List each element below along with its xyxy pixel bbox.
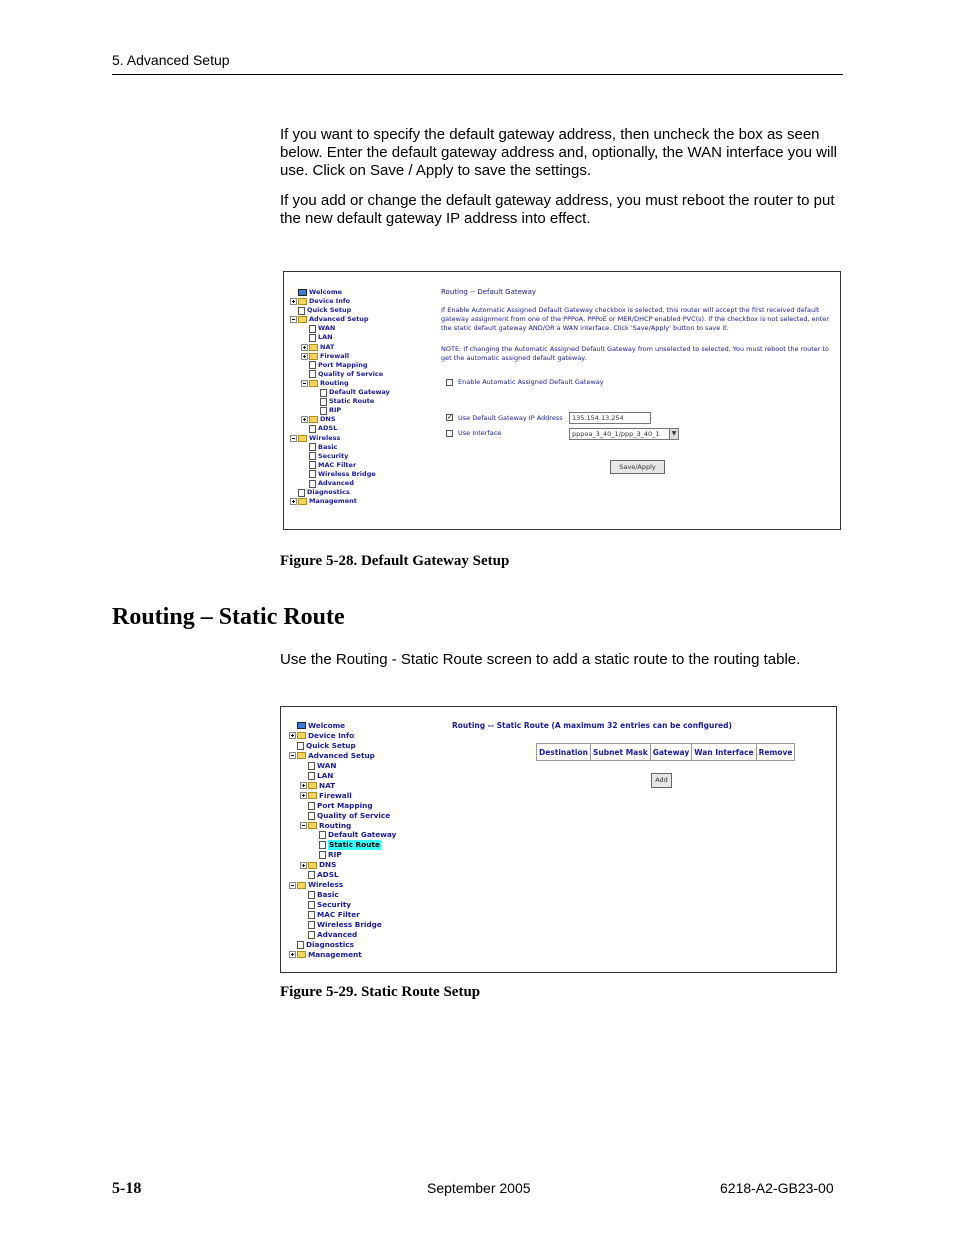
nav-tree-label: Security (318, 451, 349, 460)
nav-tree-label: Diagnostics (307, 488, 350, 497)
page-icon (309, 334, 316, 342)
nav-tree-item[interactable] (289, 741, 396, 751)
tree-spacer (312, 407, 319, 414)
nav-tree-item[interactable] (289, 821, 396, 831)
nav-tree-label: Diagnostics (306, 939, 354, 949)
nav-tree-item[interactable] (290, 461, 390, 470)
nav-tree-label: ADSL (318, 424, 338, 433)
nav-tree-item[interactable] (290, 415, 390, 424)
interface-select[interactable] (569, 428, 679, 440)
nav-tree-label: WAN (318, 324, 336, 333)
tree-spacer (311, 852, 318, 859)
folder-icon (298, 435, 307, 442)
column-header-subnet-mask: Subnet Mask (590, 744, 650, 761)
nav-tree-item[interactable] (290, 288, 390, 297)
nav-tree-item[interactable] (290, 297, 390, 306)
expand-icon[interactable] (300, 862, 307, 869)
folder-icon (309, 353, 318, 360)
tree-spacer (300, 902, 307, 909)
nav-tree-label: Default Gateway (329, 388, 390, 397)
nav-tree-label: Quick Setup (307, 306, 352, 315)
nav-tree-label: MAC Filter (318, 460, 357, 469)
tree-spacer (300, 872, 307, 879)
table-header-row (537, 744, 795, 761)
tree-spacer (301, 335, 308, 342)
nav-tree-item[interactable] (290, 343, 390, 352)
nav-tree-item[interactable] (290, 443, 390, 452)
tree-spacer (301, 325, 308, 332)
use-interface-label: Use Interface (458, 429, 502, 437)
page-icon (320, 389, 327, 397)
nav-tree-item[interactable] (289, 900, 396, 910)
page-icon (319, 831, 326, 839)
page-icon (298, 307, 305, 315)
tree-spacer (312, 398, 319, 405)
default-gateway-screenshot (283, 271, 841, 530)
nav-tree-label: Default Gateway (328, 830, 397, 840)
page-icon (308, 891, 315, 899)
nav-tree-item[interactable] (289, 830, 396, 840)
folder-icon (298, 316, 307, 323)
nav-tree-label: Quality of Service (318, 369, 384, 378)
tree-spacer (289, 742, 296, 749)
nav-tree-item[interactable] (289, 761, 396, 771)
collapse-icon[interactable] (289, 882, 296, 889)
nav-tree-label: Device Info (309, 297, 351, 306)
nav-tree-label: MAC Filter (317, 910, 360, 920)
tree-spacer (311, 832, 318, 839)
collapse-icon[interactable] (301, 380, 308, 387)
nav-tree-label: Welcome (309, 288, 343, 296)
page-icon (319, 841, 326, 849)
nav-tree-item[interactable] (290, 397, 390, 406)
nav-tree-item[interactable] (289, 910, 396, 920)
folder-icon (297, 732, 306, 739)
tree-spacer (300, 931, 307, 938)
folder-icon (298, 498, 307, 505)
static-route-screenshot (280, 706, 837, 973)
nav-tree-label: ADSL (317, 870, 339, 880)
tree-spacer (290, 307, 297, 314)
static-route-table (536, 743, 795, 761)
tree-spacer (290, 489, 297, 496)
nav-tree-item[interactable] (289, 870, 396, 880)
tree-spacer (311, 842, 318, 849)
nav-tree-label: Firewall (319, 790, 352, 800)
nav-tree-label: LAN (318, 333, 333, 342)
nav-tree-item[interactable] (289, 811, 396, 821)
nav-tree-label: Advanced (318, 478, 354, 487)
tree-spacer (301, 471, 308, 478)
nav-tree-item[interactable] (290, 306, 390, 315)
page-icon (309, 370, 316, 378)
nav-tree-label: Welcome (308, 721, 346, 730)
expand-icon[interactable] (290, 298, 297, 305)
nav-tree-item[interactable] (290, 361, 390, 370)
nav-tree-label: Routing (319, 820, 352, 830)
folder-icon (297, 882, 306, 889)
page-icon (297, 742, 304, 750)
column-header-destination: Destination (537, 744, 591, 761)
nav-tree-label: Firewall (320, 351, 350, 360)
expand-icon[interactable] (290, 498, 297, 505)
folder-icon (308, 822, 317, 829)
nav-tree-item[interactable] (289, 771, 396, 781)
tree-spacer (300, 762, 307, 769)
nav-tree-label: Port Mapping (318, 360, 368, 369)
page-number: 5-18 (112, 1180, 142, 1197)
page-icon (309, 325, 316, 333)
tree-spacer (300, 772, 307, 779)
nav-tree-label: Advanced Setup (309, 315, 369, 324)
page-icon (298, 489, 305, 497)
save-apply-button[interactable]: Save/Apply (610, 460, 665, 474)
page-icon (309, 470, 316, 478)
nav-tree-label: Wireless Bridge (317, 920, 382, 930)
nav-tree-item[interactable] (289, 801, 396, 811)
page-icon (320, 398, 327, 406)
nav-tree-label: Wireless (308, 880, 344, 890)
monitor-icon (297, 722, 306, 729)
nav-tree-label: Advanced (317, 930, 358, 940)
nav-tree-label: Basic (317, 890, 339, 900)
collapse-icon[interactable] (289, 752, 296, 759)
nav-tree-item[interactable] (289, 840, 396, 850)
tree-spacer (301, 453, 308, 460)
expand-icon[interactable] (301, 416, 308, 423)
nav-tree-item[interactable] (289, 751, 396, 761)
nav-tree-label: DNS (319, 860, 337, 870)
tree-spacer (300, 892, 307, 899)
nav-tree-item[interactable] (290, 388, 390, 397)
nav-tree-label: Security (317, 900, 352, 910)
page-icon (309, 480, 316, 488)
nav-tree-label: Wireless Bridge (318, 469, 376, 478)
nav-tree-label: Quality of Service (317, 810, 391, 820)
expand-icon[interactable] (301, 344, 308, 351)
nav-tree (290, 288, 390, 506)
page-icon (308, 931, 315, 939)
page-icon (308, 762, 315, 770)
nav-tree-item[interactable] (289, 850, 396, 860)
nav-tree-label: RIP (328, 850, 342, 860)
folder-icon (308, 792, 317, 799)
nav-tree-label: DNS (320, 415, 336, 424)
nav-tree-label: NAT (319, 780, 336, 790)
enable-auto-gateway-checkbox[interactable] (446, 379, 453, 386)
folder-icon (297, 951, 306, 958)
nav-tree-item[interactable] (289, 791, 396, 801)
expand-icon[interactable] (289, 732, 296, 739)
section-intro: Use the Routing - Static Route screen to add a static route to the routing table. (280, 651, 801, 668)
nav-tree-label: Basic (318, 442, 338, 451)
footer-date: September 2005 (427, 1180, 531, 1196)
expand-icon[interactable] (301, 353, 308, 360)
nav-tree-label: Device Info (308, 730, 355, 740)
tree-spacer (312, 389, 319, 396)
column-header-wan-interface: Wan Interface (692, 744, 756, 761)
page-icon (308, 921, 315, 929)
running-header: 5. Advanced Setup (112, 52, 230, 68)
interface-select-value: pppoa_3_40_1/ppp_3_40_1 (572, 430, 660, 438)
monitor-icon (298, 289, 307, 296)
nav-tree-item[interactable] (290, 406, 390, 415)
nav-tree-label: Static Route (329, 397, 375, 406)
nav-tree-label: Routing (320, 378, 349, 387)
nav-tree-item[interactable] (290, 434, 390, 443)
expand-icon[interactable] (289, 951, 296, 958)
nav-tree-label: Quick Setup (306, 740, 356, 750)
tree-spacer (301, 362, 308, 369)
nav-tree-item[interactable] (289, 721, 396, 731)
folder-icon (298, 298, 307, 305)
nav-tree-item[interactable] (290, 315, 390, 324)
nav-tree-label: LAN (317, 770, 334, 780)
use-default-gateway-checkbox[interactable]: ✓ (447, 414, 453, 421)
nav-tree-item[interactable] (290, 497, 390, 506)
tree-spacer (301, 425, 308, 432)
page-icon (308, 812, 315, 820)
tree-spacer (301, 462, 308, 469)
column-header-remove: Remove (756, 744, 795, 761)
nav-tree-label: NAT (320, 342, 335, 351)
nav-tree-label: WAN (317, 760, 337, 770)
nav-tree-item[interactable] (290, 452, 390, 461)
fig28-title: Routing -- Default Gateway (441, 288, 537, 296)
page-icon (308, 911, 315, 919)
tree-spacer (301, 480, 308, 487)
nav-tree-item[interactable] (289, 920, 396, 930)
nav-tree (289, 721, 396, 960)
nav-tree-item[interactable] (290, 333, 390, 342)
folder-icon (309, 380, 318, 387)
collapse-icon[interactable] (290, 435, 297, 442)
tree-spacer (301, 444, 308, 451)
nav-tree-item[interactable] (289, 880, 396, 890)
page-icon (308, 772, 315, 780)
nav-tree-item[interactable] (290, 324, 390, 333)
folder-icon (308, 782, 317, 789)
nav-tree-item[interactable] (290, 352, 390, 361)
use-interface-checkbox[interactable] (446, 430, 453, 437)
figure-28-caption: Figure 5-28. Default Gateway Setup (280, 553, 510, 569)
nav-tree-label-selected: Static Route (329, 840, 380, 850)
enable-auto-gateway-label: Enable Automatic Assigned Default Gateway (458, 378, 604, 386)
nav-tree-item[interactable] (289, 731, 396, 741)
tree-spacer (300, 912, 307, 919)
nav-tree-item[interactable] (289, 930, 396, 940)
nav-tree-item[interactable] (290, 424, 390, 433)
nav-tree-item[interactable] (290, 479, 390, 488)
page-icon (308, 901, 315, 909)
nav-tree-item[interactable] (290, 470, 390, 479)
collapse-icon[interactable] (290, 316, 297, 323)
fig28-description: If Enable Automatic Assigned Default Gateway checkbox is selected, this router will accept the first received default gateway assignment from one of the PPPoA, PPPoE or MER/DHCP enabled PVC(s). If the checkbox is not selected, enter the static default gateway AND/OR a WAN interface. Click 'Save/Apply' button to save it. (441, 306, 829, 332)
tree-spacer (301, 371, 308, 378)
tree-spacer (300, 922, 307, 929)
intro-paragraph-1: If you want to specify the default gateway address, then uncheck the box as seen below. Enter the default gateway address and, optionally, the WAN interface you will use. Click on Save / Apply to save the settings. (280, 126, 837, 179)
tree-spacer (300, 812, 307, 819)
nav-tree-label: Management (308, 949, 362, 959)
page-icon (320, 407, 327, 415)
page-icon (309, 461, 316, 469)
tree-spacer (289, 941, 296, 948)
figure-29-caption: Figure 5-29. Static Route Setup (280, 984, 481, 1000)
expand-icon[interactable] (300, 792, 307, 799)
folder-icon (309, 344, 318, 351)
folder-icon (309, 416, 318, 423)
fig29-title: Routing -- Static Route (A maximum 32 entries can be configured) (452, 721, 732, 730)
nav-tree-item[interactable] (290, 488, 390, 497)
page-icon (319, 851, 326, 859)
nav-tree-item[interactable] (289, 860, 396, 870)
page-icon (309, 452, 316, 460)
page-icon (297, 941, 304, 949)
nav-tree-label: Management (309, 497, 357, 506)
gateway-ip-input[interactable]: 135.154.13.254 (569, 412, 651, 424)
page-icon (308, 802, 315, 810)
folder-icon (297, 752, 306, 759)
expand-icon[interactable] (300, 782, 307, 789)
nav-tree-item[interactable] (290, 379, 390, 388)
nav-tree-item[interactable] (289, 940, 396, 950)
nav-tree-item[interactable] (289, 781, 396, 791)
tree-spacer (289, 722, 296, 729)
nav-tree-item[interactable] (289, 950, 396, 960)
chevron-down-icon[interactable]: ▼ (669, 429, 678, 439)
add-route-button[interactable]: Add (651, 773, 672, 788)
page-icon (309, 361, 316, 369)
footer-doc-id: 6218-A2-GB23-00 (720, 1180, 834, 1196)
nav-tree-item[interactable] (289, 890, 396, 900)
nav-tree-label: Port Mapping (317, 800, 373, 810)
tree-spacer (290, 289, 297, 296)
fig28-note: NOTE: If changing the Automatic Assigned Default Gateway from unselected to selected, You must reboot the router to get the automatic assigned default gateway. (441, 345, 830, 362)
page-icon (309, 443, 316, 451)
nav-tree-label: Advanced Setup (308, 750, 375, 760)
section-title: Routing – Static Route (112, 604, 345, 630)
collapse-icon[interactable] (300, 822, 307, 829)
column-header-gateway: Gateway (650, 744, 692, 761)
intro-paragraph-2: If you add or change the default gateway address, you must reboot the router to put the new default gateway IP address into effect. (280, 192, 835, 227)
nav-tree-label: RIP (329, 406, 342, 415)
tree-spacer (300, 802, 307, 809)
header-rule (112, 74, 843, 75)
page-icon (309, 425, 316, 433)
folder-icon (308, 862, 317, 869)
nav-tree-item[interactable] (290, 370, 390, 379)
use-default-gateway-label: Use Default Gateway IP Address (458, 414, 563, 422)
page-icon (308, 871, 315, 879)
nav-tree-label: Wireless (309, 433, 341, 442)
